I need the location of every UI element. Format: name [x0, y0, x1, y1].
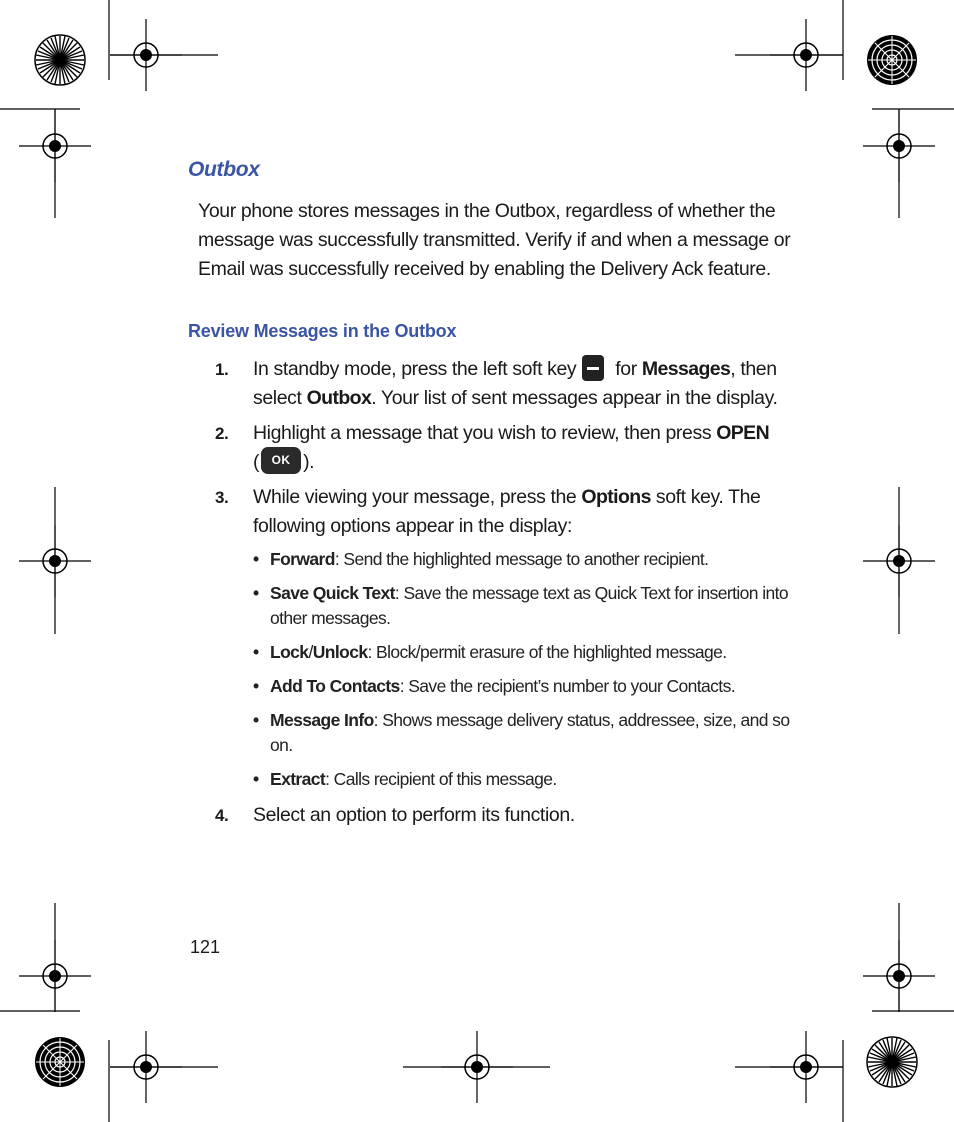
- option-name: Save Quick Text: [270, 583, 395, 603]
- page-number: 121: [190, 937, 221, 957]
- option-desc: : Calls recipient of this message.: [325, 769, 557, 789]
- list-item: [253, 708, 795, 758]
- step-text: Highlight a message that you wish to review, then press: [253, 422, 717, 444]
- option-desc: : Save the recipient’s number to your Contacts.: [399, 676, 735, 696]
- menu-name-outbox: Outbox: [306, 387, 372, 409]
- step-number: 3.: [215, 488, 229, 507]
- option-desc: : Block/permit erasure of the highlighted message.: [367, 642, 727, 662]
- ok-key-icon: OK: [261, 447, 301, 474]
- step-4: [215, 801, 795, 830]
- step-number: 4.: [215, 806, 229, 825]
- command-open: OPEN: [716, 422, 770, 444]
- step-text: While viewing your message, press the: [253, 486, 582, 508]
- list-item: [253, 767, 795, 792]
- step-number: 2.: [215, 424, 229, 443]
- minus-soft-key-icon: [582, 355, 604, 381]
- step-1: [215, 355, 795, 413]
- option-name: Extract: [270, 769, 326, 789]
- option-desc: : Shows message delivery status, addressee, size, and so on.: [270, 710, 790, 755]
- list-item: [253, 581, 795, 631]
- list-item: [253, 640, 795, 665]
- step-text: Select an option to perform its function.: [253, 804, 575, 826]
- option-name: Forward: [270, 549, 335, 569]
- step-number: 1.: [215, 360, 229, 379]
- step-3: [215, 483, 795, 792]
- step-text: soft key. The following options appear in the display:: [253, 486, 761, 537]
- menu-name-messages: Messages: [641, 358, 731, 380]
- option-name: Message Info: [270, 710, 374, 730]
- soft-key-options: Options: [581, 486, 651, 508]
- step-text: for: [610, 358, 642, 380]
- steps-list: [215, 355, 795, 836]
- list-item: [253, 547, 795, 572]
- option-desc: : Send the highlighted message to another recipient.: [334, 549, 709, 569]
- option-name: Lock: [270, 642, 309, 662]
- step-text: (: [253, 451, 260, 473]
- step-text: , then select: [253, 358, 777, 409]
- list-item: [253, 674, 795, 699]
- intro-paragraph: Your phone stores messages in the Outbox, regardless of whether the message was successfully transmitted. Verify if and when a message or Email was successfully received by enabling the Delivery Ack feature.: [198, 200, 791, 280]
- option-separator: /: [308, 642, 313, 662]
- option-name: Add To Contacts: [270, 676, 400, 696]
- step-2: [215, 419, 795, 477]
- option-desc: : Save the message text as Quick Text for insertion into other messages.: [270, 583, 789, 628]
- option-name: Unlock: [312, 642, 368, 662]
- options-list: [253, 547, 795, 792]
- step-text: ).: [303, 451, 315, 473]
- step-text: In standby mode, press the left soft key: [253, 358, 577, 380]
- step-text: . Your list of sent messages appear in the display.: [371, 387, 778, 409]
- subsection-title: Review Messages in the Outbox: [188, 321, 457, 341]
- section-title: Outbox: [188, 158, 260, 181]
